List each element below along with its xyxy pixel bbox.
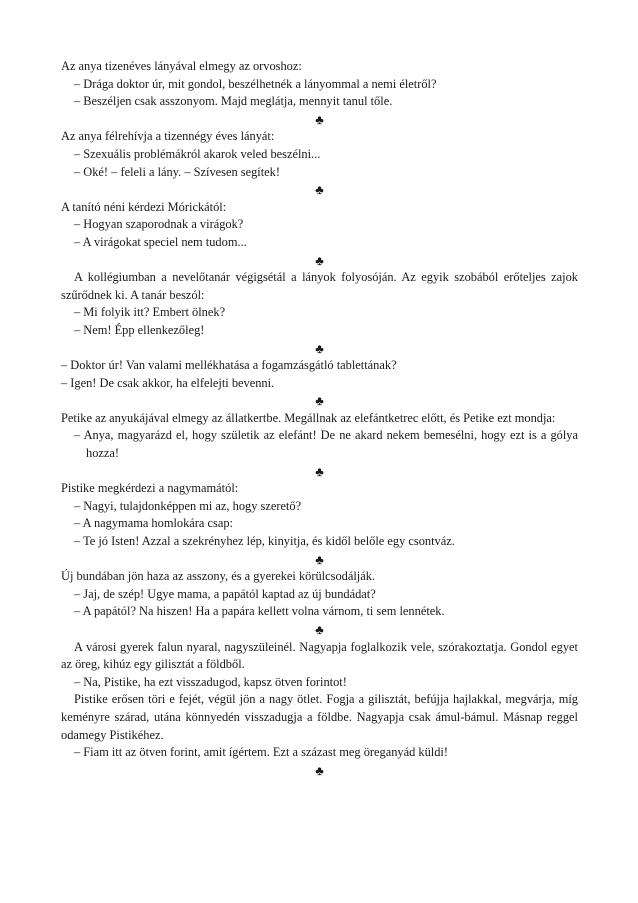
dialogue-line: – Szexuális problémákról akarok veled beszélni...: [74, 146, 321, 161]
club-separator-icon: ♣: [315, 111, 324, 127]
dialogue-line: – A nagymama homlokára csap:: [74, 516, 233, 531]
dialogue-line: – Oké! – feleli a lány. – Szívesen segítek!: [74, 164, 280, 179]
narration-line: Az anya tizenéves lányával elmegy az orvoshoz:: [61, 59, 302, 73]
narration-line: A tanító néni kérdezi Mórickától:: [61, 199, 227, 214]
joke-block: [61, 58, 578, 128]
joke-block: [61, 480, 578, 568]
narration-line: Petike az anyukájával elmegy az állatkertbe. Megállnak az elefántketrec előtt, és Petike ezt mondja:: [61, 410, 556, 425]
narration-line: Pistike megkérdezi a nagymamától:: [61, 481, 239, 496]
dialogue-line: – Drága doktor úr, mit gondol, beszélhetnék a lányommal a nemi életről?: [74, 76, 437, 91]
club-separator-icon: ♣: [315, 340, 324, 356]
dialogue-line: – Nagyi, tulajdonképpen mi az, hogy szerető?: [74, 498, 302, 513]
dialogue-line: – Igen! De csak akkor, ha elfelejti bevenni.: [61, 375, 275, 390]
dialogue-line: – Hogyan szaporodnak a virágok?: [74, 217, 244, 232]
dialogue-line: – Te jó Isten! Azzal a szekrényhez lép, kinyitja, és kidől belőle egy csontváz.: [74, 534, 455, 549]
club-separator-icon: ♣: [315, 463, 324, 479]
club-separator-icon: ♣: [315, 182, 324, 198]
joke-block: [61, 128, 578, 198]
narration-line: Pistike erősen töri e fejét, végül jön a nagy ötlet. Fogja a gilisztát, befújja hajlakkal, megvárja, míg keményre szárad, utána könnyedén visszadugja a földbe. Nagyapja csak ámul-bámul. Másnap reggel odamegy Pistikéhez.: [61, 692, 578, 742]
joke-block: [61, 269, 578, 357]
narration-line: Az anya félrehívja a tizennégy éves lányát:: [61, 129, 275, 144]
narration-line: A kollégiumban a nevelőtanár végigsétál a lányok folyosóján. Az egyik szobából erőteljes zajok szűrődnek ki. A tanár beszól:: [61, 270, 578, 302]
dialogue-line: – Fiam itt az ötven forint, amit ígértem. Ezt a százast meg öreganyád küldi!: [74, 745, 449, 760]
document-page: [61, 58, 578, 779]
joke-block: [61, 410, 578, 480]
club-separator-icon: ♣: [315, 551, 324, 567]
club-separator-icon: ♣: [315, 622, 324, 637]
joke-block: [61, 357, 578, 410]
dialogue-line: – Nem! Épp ellenkezőleg!: [74, 322, 205, 337]
dialogue-line: – Doktor úr! Van valami mellékhatása a fogamzásgátló tablettának?: [61, 358, 397, 373]
narration-line: A városi gyerek falun nyaral, nagyszüleinél. Nagyapja foglalkozik vele, szórakoztatja. Gondol egyet az öreg, kihúz egy gilisztát a földből.: [61, 639, 578, 672]
dialogue-line: – Mi folyik itt? Embert ölnek?: [74, 305, 226, 320]
club-separator-icon: ♣: [315, 252, 324, 268]
dialogue-line: – A papától? Na hiszen! Ha a papára kellett volna várnom, ti sem lennétek.: [74, 604, 445, 619]
dialogue-line: – Na, Pistike, ha ezt visszadugod, kapsz ötven forintot!: [74, 674, 347, 689]
joke-block: [61, 639, 578, 780]
dialogue-line: – Beszéljen csak asszonyom. Majd meglátja, mennyit tanul tőle.: [74, 94, 393, 109]
dialogue-line: – Anya, magyarázd el, hogy születik az elefánt! De ne akard nekem bemesélni, hogy ezt is a gólya hozza!: [74, 428, 578, 461]
narration-line: Új bundában jön haza az asszony, és a gyerekei körülcsodálják.: [61, 569, 376, 584]
dialogue-line: – A virágokat speciel nem tudom...: [74, 234, 247, 249]
club-separator-icon: ♣: [315, 393, 324, 409]
club-separator-icon: ♣: [315, 762, 324, 778]
dialogue-line: – Jaj, de szép! Ugye mama, a papától kaptad az új bundádat?: [74, 586, 376, 601]
joke-block: [61, 568, 578, 638]
joke-block: [61, 199, 578, 269]
